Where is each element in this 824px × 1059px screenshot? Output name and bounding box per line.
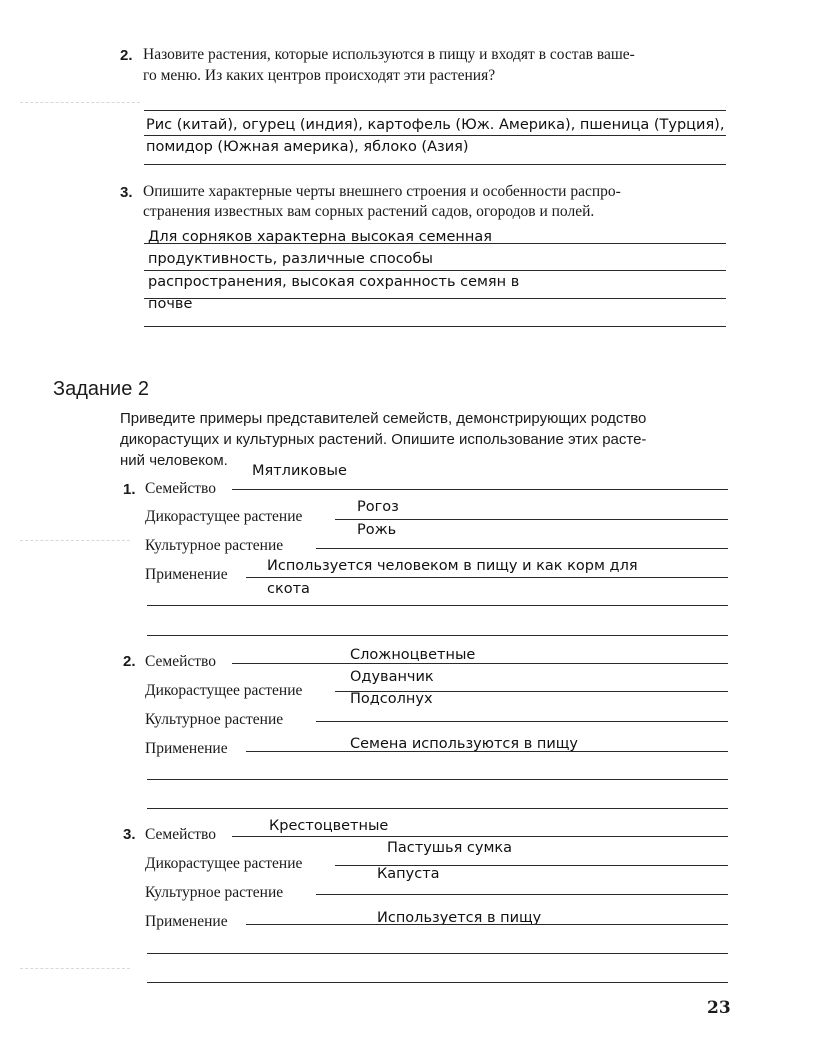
usage-answer[interactable]: Используется в пищу bbox=[377, 910, 542, 926]
answer-line bbox=[232, 489, 728, 490]
answer-text[interactable]: распространения, высокая сохранность семян в bbox=[148, 274, 520, 290]
bleed-through-artifact bbox=[20, 540, 130, 541]
answer-text[interactable]: продуктивность, различные способы bbox=[148, 251, 433, 267]
family-answer[interactable]: Мятликовые bbox=[252, 463, 347, 479]
wild-plant-label: Дикорастущее растение bbox=[145, 855, 303, 872]
family-label: Семейство bbox=[145, 480, 217, 497]
answer-line bbox=[316, 894, 728, 895]
page-number: 23 bbox=[707, 998, 731, 1018]
question-number: 2. bbox=[120, 47, 133, 64]
answer-line bbox=[147, 605, 728, 606]
cultivated-plant-answer[interactable]: Рожь bbox=[357, 522, 397, 538]
wild-plant-label: Дикорастущее растение bbox=[145, 508, 303, 525]
family-label: Семейство bbox=[145, 826, 217, 843]
answer-line bbox=[246, 924, 728, 925]
wild-plant-label: Дикорастущее растение bbox=[145, 682, 303, 699]
family-answer[interactable]: Сложноцветные bbox=[350, 647, 476, 663]
wild-plant-answer[interactable]: Одуванчик bbox=[350, 669, 434, 685]
cultivated-plant-answer[interactable]: Капуста bbox=[377, 866, 440, 882]
wild-plant-answer[interactable]: Пастушья сумка bbox=[387, 840, 513, 856]
answer-line bbox=[144, 135, 726, 136]
answer-line bbox=[144, 164, 726, 165]
answer-text[interactable]: почве bbox=[148, 296, 193, 312]
answer-line bbox=[144, 326, 726, 327]
answer-line bbox=[147, 808, 728, 809]
task-instructions: дикорастущих и культурных растений. Опишите использование этих расте- bbox=[120, 431, 647, 448]
task-instructions: Приведите примеры представителей семейств, демонстрирующих родство bbox=[120, 410, 647, 427]
answer-line bbox=[232, 663, 728, 664]
usage-answer[interactable]: Используется человеком в пищу и как корм для bbox=[267, 558, 638, 574]
answer-line bbox=[147, 953, 728, 954]
usage-label: Применение bbox=[145, 913, 228, 930]
family-answer[interactable]: Крестоцветные bbox=[269, 818, 389, 834]
question-text: го меню. Из каких центров происходят эти растения? bbox=[143, 67, 496, 84]
family-label: Семейство bbox=[145, 653, 217, 670]
answer-line bbox=[147, 779, 728, 780]
question-text: Опишите характерные черты внешнего строения и особенности распро- bbox=[143, 183, 621, 200]
cultivated-plant-label: Культурное растение bbox=[145, 884, 284, 901]
question-text: Назовите растения, которые используются в пищу и входят в состав ваше- bbox=[143, 46, 635, 63]
answer-line bbox=[144, 270, 726, 271]
answer-line bbox=[246, 751, 728, 752]
answer-text[interactable]: Для сорняков характерна высокая семенная bbox=[148, 229, 492, 245]
bleed-through-artifact bbox=[20, 968, 130, 969]
entry-number: 2. bbox=[123, 653, 136, 670]
usage-answer[interactable]: Семена используются в пищу bbox=[350, 736, 578, 752]
answer-line bbox=[232, 836, 728, 837]
entry-number: 1. bbox=[123, 481, 136, 498]
cultivated-plant-answer[interactable]: Подсолнух bbox=[350, 691, 433, 707]
answer-line bbox=[335, 519, 728, 520]
answer-line bbox=[144, 298, 726, 299]
answer-line bbox=[144, 243, 726, 244]
wild-plant-answer[interactable]: Рогоз bbox=[357, 499, 399, 515]
answer-line bbox=[144, 110, 726, 111]
question-number: 3. bbox=[120, 184, 133, 201]
answer-line bbox=[316, 548, 728, 549]
answer-line bbox=[246, 577, 728, 578]
answer-line bbox=[147, 982, 728, 983]
task-instructions: ний человеком. bbox=[120, 452, 228, 469]
usage-label: Применение bbox=[145, 740, 228, 757]
answer-text[interactable]: помидор (Южная америка), яблоко (Азия) bbox=[146, 139, 469, 155]
answer-line bbox=[147, 635, 728, 636]
answer-line bbox=[316, 721, 728, 722]
answer-text[interactable]: Рис (китай), огурец (индия), картофель (Юж. Америка), пшеница (Турция), bbox=[146, 117, 725, 133]
usage-answer[interactable]: скота bbox=[267, 581, 310, 597]
usage-label: Применение bbox=[145, 566, 228, 583]
entry-number: 3. bbox=[123, 826, 136, 843]
question-text: странения известных вам сорных растений садов, огородов и полей. bbox=[143, 203, 595, 220]
bleed-through-artifact bbox=[20, 102, 140, 103]
cultivated-plant-label: Культурное растение bbox=[145, 711, 284, 728]
cultivated-plant-label: Культурное растение bbox=[145, 537, 284, 554]
section-heading: Задание 2 bbox=[53, 378, 150, 400]
